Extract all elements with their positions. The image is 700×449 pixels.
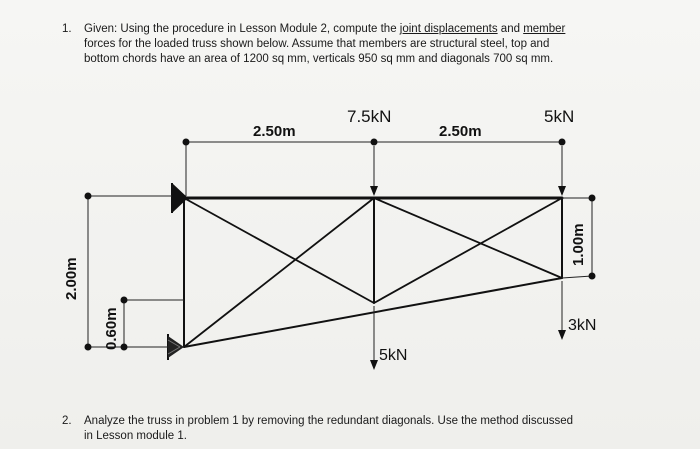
total-height-label: 2.00m — [63, 257, 80, 300]
load-arrowhead-top-mid — [370, 186, 378, 196]
truss-members — [181, 198, 562, 347]
diagonal-1 — [184, 198, 374, 303]
top-right-load-label: 5kN — [544, 107, 575, 126]
problem-1-text-start: Given: Using the procedure in Lesson Module 2, compute the — [84, 23, 400, 35]
problem-2-line-2: in Lesson module 1. — [84, 430, 187, 442]
support-bottom — [168, 334, 184, 360]
left-dim-dot-bottom — [85, 344, 92, 351]
support-offset-label: 0.60m — [103, 307, 120, 350]
diagonal-4 — [374, 198, 562, 303]
offset-dim-dot-top — [121, 297, 128, 304]
problem-2-line-1: Analyze the truss in problem 1 by removing the redundant diagonals. Use the method discussed — [84, 415, 574, 427]
left-dim-dot-top — [85, 193, 92, 200]
load-arrowhead-bottom-mid — [370, 360, 378, 370]
right-dim-dot-top — [589, 195, 596, 202]
diagonal-2 — [184, 198, 374, 347]
problem-2 — [62, 414, 652, 444]
load-arrowhead-top-right — [558, 186, 566, 196]
joint-displacements-underlined: joint displacements — [399, 23, 498, 35]
diagonal-3 — [374, 198, 562, 278]
right-dim-ext-bottom — [562, 276, 592, 278]
problem-1-line-3: bottom chords have an area of 1200 sq mm, verticals 950 sq mm and diagonals 700 sq mm. — [84, 53, 554, 65]
right-dim-dot-bottom — [589, 273, 596, 280]
bottom-mid-load-label: 5kN — [379, 347, 408, 364]
dim-dot-right — [559, 139, 566, 146]
right-height-label: 1.00m — [570, 223, 587, 266]
dim-dot-mid — [371, 139, 378, 146]
offset-dim-dot-bottom — [121, 344, 128, 351]
member-underlined: member — [523, 23, 566, 35]
problem-1-and: and — [497, 23, 524, 35]
left-span-label: 2.50m — [253, 123, 296, 140]
top-mid-load-label: 7.5kN — [347, 107, 392, 126]
problem-1-number: 1. — [62, 23, 72, 35]
dim-dot-left — [183, 139, 190, 146]
right-span-label: 2.50m — [439, 123, 482, 140]
problem-2-text — [84, 414, 652, 444]
problem-1-line-2: forces for the loaded truss shown below. Assume that members are structural steel, top and — [84, 38, 550, 50]
bottom-right-load-label: 3kN — [568, 317, 597, 334]
load-arrowhead-bottom-right — [558, 330, 566, 340]
problem-2-number: 2. — [62, 415, 72, 427]
